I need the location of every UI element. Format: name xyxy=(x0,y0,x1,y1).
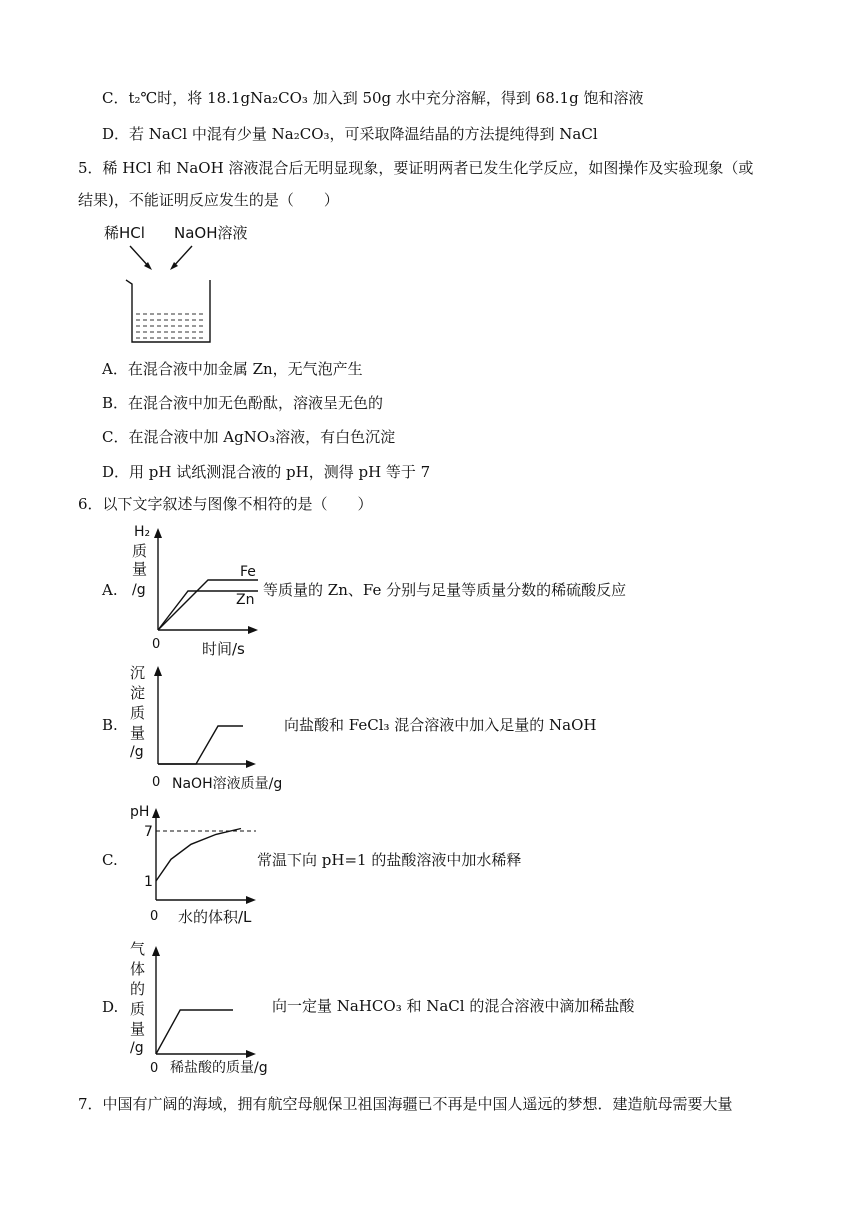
series-line-0 xyxy=(156,1010,233,1054)
tick-7: 7 xyxy=(144,824,153,840)
svg-text:/g: /g xyxy=(132,582,146,598)
ylabel: pH xyxy=(130,804,150,820)
series-line-0 xyxy=(156,829,241,882)
q5-beaker-figure xyxy=(100,222,260,352)
origin: 0 xyxy=(152,775,161,790)
svg-text:沉: 沉 xyxy=(130,664,146,682)
svg-text:/g: /g xyxy=(130,744,144,760)
q5-option-d: D．用 pH 试纸测混合液的 pH，测得 pH 等于 7 xyxy=(102,463,431,481)
q6-c-caption: 常温下向 pH=1 的盐酸溶液中加水稀释 xyxy=(257,851,522,869)
q4-option-c: C．t₂℃时，将 18.1gNa₂CO₃ 加入到 50g 水中充分溶解，得到 68.1g 饱和溶液 xyxy=(102,89,644,107)
q6-b-letter: B. xyxy=(102,716,118,734)
svg-text:质: 质 xyxy=(130,704,146,722)
q6-stem: 6．以下文字叙述与图像不相符的是（ ） xyxy=(78,495,373,513)
xlabel: 稀盐酸的质量/g xyxy=(170,1060,268,1076)
svg-text:体: 体 xyxy=(130,960,146,978)
xlabel: 水的体积/L xyxy=(178,908,252,926)
q5-stem-line1: 5．稀 HCl 和 NaOH 溶液混合后无明显现象，要证明两者已发生化学反应，如图操作及实验现象（或 xyxy=(78,159,754,177)
svg-text:气: 气 xyxy=(130,940,146,958)
label-fe: Fe xyxy=(240,564,256,580)
q6-graph-b xyxy=(126,660,296,795)
origin: 0 xyxy=(150,909,159,924)
q4-option-d: D．若 NaCl 中混有少量 Na₂CO₃，可采取降温结晶的方法提纯得到 NaCl xyxy=(102,125,598,143)
q6-d-letter: D. xyxy=(102,998,119,1016)
xlabel: 时间/s xyxy=(202,640,245,658)
origin: 0 xyxy=(150,1061,159,1076)
q5-stem-line2: 结果)，不能证明反应发生的是（ ） xyxy=(78,191,339,209)
tick-1: 1 xyxy=(144,874,153,890)
q6-b-caption: 向盐酸和 FeCl₃ 混合溶液中加入足量的 NaOH xyxy=(284,716,597,734)
svg-text:/g: /g xyxy=(130,1040,144,1056)
svg-text:量: 量 xyxy=(132,560,148,578)
q5-option-c: C．在混合液中加 AgNO₃溶液，有白色沉淀 xyxy=(102,428,396,446)
q5-option-b: B．在混合液中加无色酚酞，溶液呈无色的 xyxy=(102,394,384,412)
label-zn: Zn xyxy=(236,592,255,608)
q6-graph-c xyxy=(126,800,266,930)
q6-graph-a xyxy=(126,520,266,660)
svg-text:质: 质 xyxy=(130,1000,146,1018)
q5-option-a: A．在混合液中加金属 Zn，无气泡产生 xyxy=(102,360,363,378)
svg-text:的: 的 xyxy=(130,980,146,998)
label-naoh: NaOH溶液 xyxy=(174,224,248,242)
series-line-0 xyxy=(158,726,243,764)
svg-text:淀: 淀 xyxy=(130,684,146,702)
svg-text:质: 质 xyxy=(132,542,148,560)
q6-graph-d xyxy=(126,938,286,1080)
beaker-liquid xyxy=(136,314,206,338)
label-hcl: 稀HCl xyxy=(104,224,145,242)
svg-text:量: 量 xyxy=(130,724,146,742)
q6-d-caption: 向一定量 NaHCO₃ 和 NaCl 的混合溶液中滴加稀盐酸 xyxy=(272,997,635,1015)
q6-a-caption: 等质量的 Zn、Fe 分别与足量等质量分数的稀硫酸反应 xyxy=(263,581,627,599)
ylabel: H₂ xyxy=(134,524,151,540)
xlabel: NaOH溶液质量/g xyxy=(172,776,283,792)
svg-text:量: 量 xyxy=(130,1020,146,1038)
q6-a-letter: A. xyxy=(102,581,118,599)
q6-c-letter: C. xyxy=(102,851,118,869)
beaker xyxy=(126,280,210,342)
origin: 0 xyxy=(152,637,161,652)
q7-stem-line1: 7．中国有广阔的海域，拥有航空母舰保卫祖国海疆已不再是中国人遥远的梦想．建造航母需要大量 xyxy=(78,1095,733,1113)
